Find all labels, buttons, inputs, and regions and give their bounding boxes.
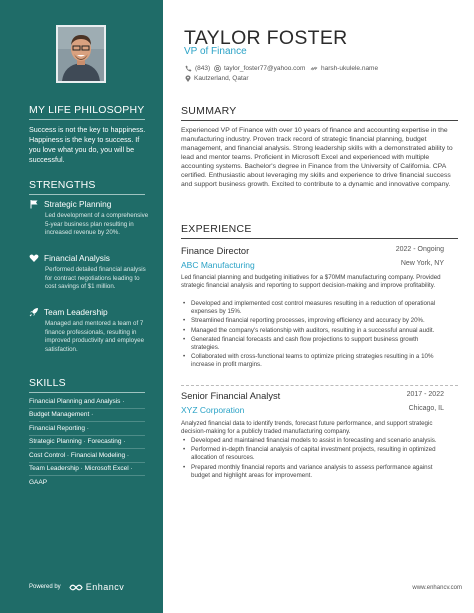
job-dates: 2022 - Ongoing (395, 246, 444, 253)
flag-icon (29, 199, 39, 209)
skill-row: Financial Reporting · (29, 425, 89, 432)
candidate-name: TAYLOR FOSTER (184, 27, 348, 49)
skill-row: Budget Management · (29, 411, 94, 418)
footer-url[interactable]: www.enhancv.com (412, 585, 462, 591)
strength-title: Financial Analysis (44, 253, 110, 263)
summary-text: Experienced VP of Finance with over 10 years of finance and accounting expertise in the manufacturing industry. Proven track record of strategic financial planning, budget management, and financial analysis. Strong leadership skills with a demonstrated ability to lead and mentor teams. Proficient in Microsoft Excel and experienced with multiple accounting systems. Bachelor's degree in Finance from the University of California. CPA certified. Enthusiastic about leveraging my skills and experience to drive financial success and support business growth. Excited to contribute to a dynamic and innovative company. (181, 127, 453, 188)
job-title: Senior Financial Analyst (181, 391, 281, 401)
divider (181, 120, 458, 121)
brand-name: Enhancv (85, 582, 125, 592)
location-pin-icon (185, 75, 191, 82)
summary-heading: SUMMARY (181, 105, 237, 117)
enhancv-logo-icon (69, 583, 83, 592)
job-location: New York, NY (400, 260, 444, 267)
divider (29, 392, 145, 393)
skill-row: GAAP (29, 479, 48, 486)
skill-row: Strategic Planning · Forecasting · (29, 438, 126, 445)
divider (29, 194, 145, 195)
skill-row: Team Leadership · Microsoft Excel · (29, 465, 133, 472)
list-item: • Streamlined financial reporting processes, improving efficiency and accuracy by 20%. (181, 317, 443, 325)
experience-heading: EXPERIENCE (181, 223, 252, 235)
strength-desc: Managed and mentored a team of 7 finance professionals, resulting in improved productivity and employee satisfaction. (45, 320, 145, 353)
job-title: Finance Director (181, 246, 250, 256)
job-location: Chicago, IL (408, 405, 444, 412)
list-item: • Generated financial forecasts and cash flow projections to support business growth strategies. (181, 336, 443, 352)
link-icon (310, 65, 318, 72)
strength-item (29, 307, 149, 354)
strengths-heading: STRENGTHS (29, 179, 96, 191)
sidebar (0, 0, 163, 613)
skill-row: Cost Control · Financial Modeling · (29, 452, 130, 459)
strength-desc: Led development of a comprehensive 5-year business plan resulting in increased revenue by 20%. (45, 212, 149, 236)
job-description: Led financial planning and budgeting initiatives for a $70MM manufacturing company. Provided strategic financial analysis and reporting to support decision-making and improve profitability. (181, 274, 441, 289)
main-content (163, 0, 474, 613)
list-item: • Collaborated with cross-functional teams to optimize pricing strategies resulting in a 10% increase in profit margins. (181, 353, 443, 369)
skills-heading: SKILLS (29, 377, 66, 389)
job-dates: 2017 - 2022 (406, 391, 444, 398)
strength-title: Team Leadership (44, 307, 108, 317)
rocket-icon (29, 307, 39, 317)
strength-item (29, 199, 149, 238)
list-item: • Performed in-depth financial analysis of capital investment projects, resulting in optimized allocation of resources. (181, 446, 443, 462)
location-text: Kautzerland, Qatar (194, 75, 249, 82)
philosophy-heading: MY LIFE PHILOSOPHY (29, 104, 145, 116)
list-item: • Developed and implemented cost control measures resulting in a reduction of operational expenses by 15%. (181, 300, 443, 316)
skill-divider (29, 448, 145, 449)
list-item: • Prepared monthly financial reports and variance analysis to assess performance against budget and highlight areas for improvement. (181, 464, 443, 480)
link-contact[interactable] (310, 65, 378, 72)
strength-item (29, 253, 149, 292)
brand-logo[interactable] (69, 582, 125, 592)
skill-divider (29, 435, 145, 436)
company-name: ABC Manufacturing (181, 260, 255, 270)
job-description: Analyzed financial data to identify trends, forecast future performance, and support strategic decision-making for a publicly traded manufacturing company. (181, 420, 433, 435)
divider (29, 119, 145, 120)
phone-contact[interactable] (185, 65, 210, 72)
job-bullets (181, 437, 443, 481)
candidate-title: VP of Finance (184, 46, 247, 57)
heart-icon (29, 253, 39, 263)
phone-icon (185, 65, 192, 72)
skill-divider (29, 462, 145, 463)
strength-title: Strategic Planning (44, 199, 112, 209)
skill-row: Financial Planning and Analysis · (29, 398, 125, 405)
skill-divider (29, 408, 145, 409)
profile-photo (56, 25, 106, 83)
footer (29, 582, 124, 592)
divider (181, 238, 458, 239)
list-item: • Developed and maintained financial models to assist in forecasting and scenario analysis. (181, 437, 443, 445)
company-name: XYZ Corporation (181, 405, 245, 415)
at-icon (214, 65, 221, 72)
link-text: harsh-ukulele.name (321, 65, 379, 72)
location-contact (185, 75, 249, 82)
email-text: taylor_foster77@yahoo.com (224, 65, 306, 72)
list-item: • Managed the company's relationship with auditors, resulting in a successful annual audit. (181, 327, 443, 335)
phone-text: (843) (195, 65, 211, 72)
skill-divider (29, 475, 145, 476)
powered-by-label: Powered by (29, 584, 61, 590)
skill-divider (29, 421, 145, 422)
email-contact[interactable] (214, 65, 305, 72)
philosophy-text: Success is not the key to happiness. Happiness is the key to success. If you love what you do, you will be successful. (29, 125, 146, 164)
strength-desc: Performed detailed financial analysis for contract negotiations leading to cost savings of $1 million. (45, 266, 146, 290)
dashed-divider (181, 385, 458, 386)
job-bullets (181, 300, 443, 371)
